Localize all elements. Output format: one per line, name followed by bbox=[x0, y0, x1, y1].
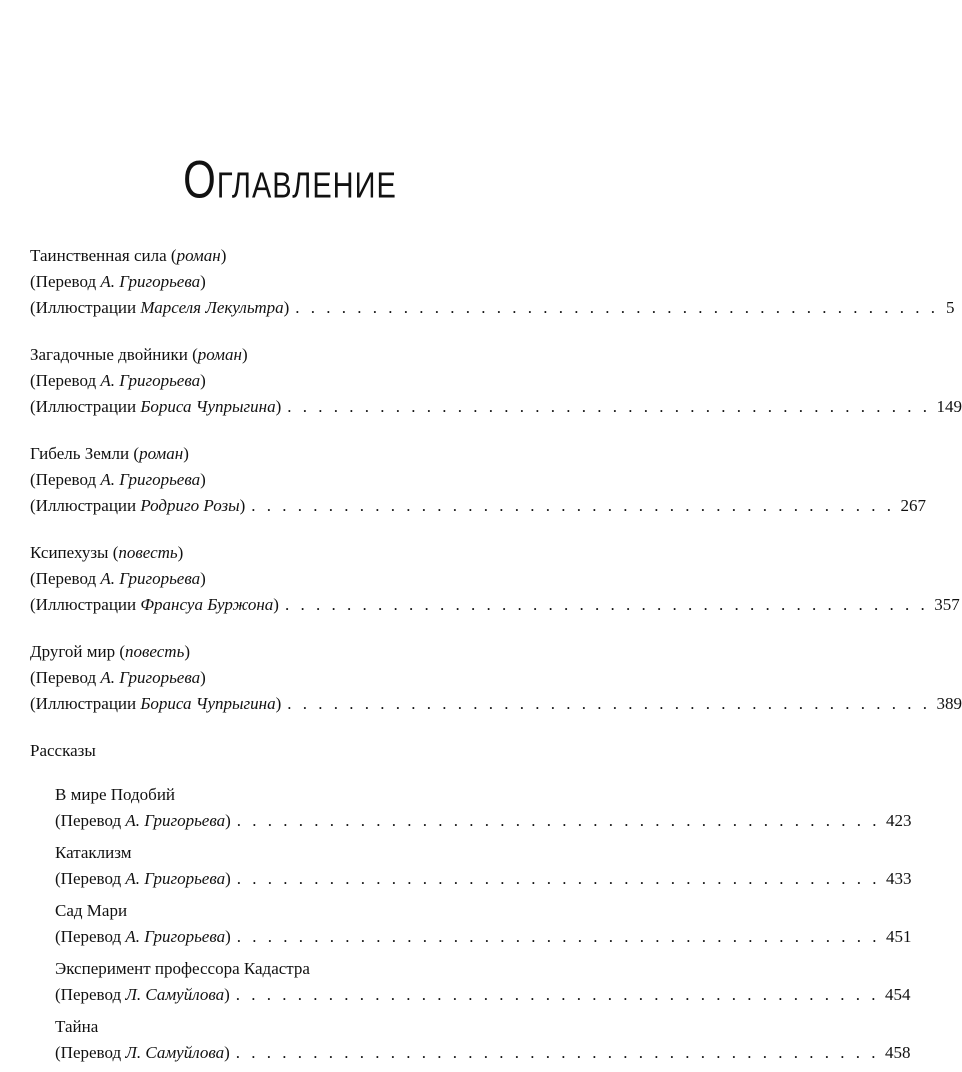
translator-name: А. Григорьева bbox=[100, 668, 201, 687]
story-entries bbox=[30, 782, 912, 1066]
entry-title: Другой мир bbox=[30, 642, 116, 661]
dot-leader: . . . . . . . . . . . . . . . . . . . . . . . . . . . . . . . . . . . . . . . . . . bbox=[251, 496, 895, 515]
dot-leader: . . . . . . . . . . . . . . . . . . . . . . . . . . . . . . . . . . . . . . . . . . bbox=[235, 1043, 880, 1062]
entry-page-line[interactable] bbox=[30, 394, 962, 420]
story-page-line[interactable] bbox=[55, 924, 912, 950]
story-page-line[interactable] bbox=[55, 982, 911, 1008]
page-number: 389 bbox=[936, 694, 962, 713]
story-title: Сад Мари bbox=[55, 901, 128, 920]
toc-entry[interactable] bbox=[30, 540, 960, 618]
page-number: 433 bbox=[886, 869, 912, 888]
page-number: 458 bbox=[885, 1043, 911, 1062]
illustrator-name: Марселя Лекультра bbox=[140, 298, 284, 317]
toc-entry[interactable] bbox=[30, 243, 955, 321]
dot-leader: . . . . . . . . . . . . . . . . . . . . . . . . . . . . . . . . . . . . . . . . . . bbox=[236, 811, 881, 830]
entry-translator-line: (Перевод А. Григорьева) bbox=[30, 668, 206, 687]
entry-credit: (Иллюстрации Франсуа Буржона) bbox=[30, 595, 279, 614]
table-of-contents bbox=[30, 243, 962, 1072]
entry-credit: (Иллюстрации Бориса Чупрыгина) bbox=[30, 694, 282, 713]
story-title: В мире Подобий bbox=[55, 785, 176, 804]
story-entry[interactable] bbox=[30, 840, 912, 892]
translator-name: А. Григорьева bbox=[125, 811, 226, 830]
story-entry[interactable] bbox=[30, 782, 912, 834]
page-title: Оглавление bbox=[183, 150, 397, 209]
story-entry[interactable] bbox=[30, 1014, 911, 1066]
page-number: 357 bbox=[934, 595, 960, 614]
translator-name: А. Григорьева bbox=[100, 371, 201, 390]
dot-leader: . . . . . . . . . . . . . . . . . . . . . . . . . . . . . . . . . . . . . . . . . . bbox=[287, 397, 931, 416]
dot-leader: . . . . . . . . . . . . . . . . . . . . . . . . . . . . . . . . . . . . . . . . . . bbox=[236, 927, 881, 946]
toc-entry[interactable] bbox=[30, 441, 927, 519]
illustrator-name: Бориса Чупрыгина bbox=[140, 694, 276, 713]
story-entry[interactable] bbox=[30, 898, 912, 950]
entry-translator-line: (Перевод А. Григорьева) bbox=[30, 371, 206, 390]
dot-leader: . . . . . . . . . . . . . . . . . . . . . . . . . . . . . . . . . . . . . . . . . . bbox=[287, 694, 931, 713]
entry-credit: (Перевод А. Григорьева) bbox=[55, 811, 231, 830]
entry-page-line[interactable] bbox=[30, 493, 927, 519]
page-number: 5 bbox=[946, 298, 955, 317]
dot-leader: . . . . . . . . . . . . . . . . . . . . . . . . . . . . . . . . . . . . . . . . . . bbox=[235, 985, 880, 1004]
translator-name: А. Григорьева bbox=[100, 569, 201, 588]
story-page-line[interactable] bbox=[55, 1040, 911, 1066]
entry-translator-line: (Перевод А. Григорьева) bbox=[30, 470, 206, 489]
entry-page-line[interactable] bbox=[30, 691, 962, 717]
illustrator-name: Франсуа Буржона bbox=[140, 595, 274, 614]
entry-title: Таинственная сила bbox=[30, 246, 167, 265]
entry-title-line: Гибель Земли (роман) bbox=[30, 444, 189, 463]
entry-credit: (Перевод А. Григорьева) bbox=[55, 927, 231, 946]
entry-credit: (Перевод А. Григорьева) bbox=[55, 869, 231, 888]
translator-name: А. Григорьева bbox=[100, 272, 201, 291]
entry-title: Загадочные двойники bbox=[30, 345, 188, 364]
section-heading-stories: Рассказы bbox=[30, 741, 96, 760]
page-number: 149 bbox=[936, 397, 962, 416]
entry-page-line[interactable] bbox=[30, 592, 960, 618]
story-title: Тайна bbox=[55, 1017, 99, 1036]
entry-title-line: Таинственная сила (роман) bbox=[30, 246, 227, 265]
entry-genre: повесть bbox=[118, 543, 178, 562]
story-title: Эксперимент профессора Кадастра bbox=[55, 959, 310, 978]
dot-leader: . . . . . . . . . . . . . . . . . . . . . . . . . . . . . . . . . . . . . . . . . . bbox=[236, 869, 881, 888]
page-number: 451 bbox=[886, 927, 912, 946]
toc-entry[interactable] bbox=[30, 342, 962, 420]
entry-title-line: Другой мир (повесть) bbox=[30, 642, 190, 661]
translator-name: Л. Самуйлова bbox=[125, 1043, 225, 1062]
main-entries bbox=[30, 243, 962, 717]
entry-genre: роман bbox=[197, 345, 242, 364]
story-title: Катаклизм bbox=[55, 843, 132, 862]
page-number: 423 bbox=[886, 811, 912, 830]
entry-credit: (Перевод Л. Самуйлова) bbox=[55, 985, 230, 1004]
entry-genre: роман bbox=[139, 444, 184, 463]
story-page-line[interactable] bbox=[55, 808, 912, 834]
entry-credit: (Иллюстрации Марселя Лекультра) bbox=[30, 298, 290, 317]
entry-title-line: Загадочные двойники (роман) bbox=[30, 345, 248, 364]
illustrator-name: Бориса Чупрыгина bbox=[140, 397, 276, 416]
dot-leader: . . . . . . . . . . . . . . . . . . . . . . . . . . . . . . . . . . . . . . . . . . bbox=[284, 595, 929, 614]
translator-name: А. Григорьева bbox=[125, 869, 226, 888]
translator-name: Л. Самуйлова bbox=[125, 985, 225, 1004]
entry-credit: (Иллюстрации Родриго Розы) bbox=[30, 496, 246, 515]
entry-title-line: Ксипехузы (повесть) bbox=[30, 543, 184, 562]
illustrator-name: Родриго Розы bbox=[140, 496, 240, 515]
dot-leader: . . . . . . . . . . . . . . . . . . . . . . . . . . . . . . . . . . . . . . . . . . bbox=[295, 298, 939, 317]
story-page-line[interactable] bbox=[55, 866, 912, 892]
translator-name: А. Григорьева bbox=[125, 927, 226, 946]
entry-credit: (Перевод Л. Самуйлова) bbox=[55, 1043, 230, 1062]
entry-genre: повесть bbox=[125, 642, 185, 661]
translator-name: А. Григорьева bbox=[100, 470, 201, 489]
page-number: 454 bbox=[885, 985, 911, 1004]
entry-translator-line: (Перевод А. Григорьева) bbox=[30, 569, 206, 588]
entry-page-line[interactable] bbox=[30, 295, 955, 321]
page-number: 267 bbox=[900, 496, 927, 515]
story-entry[interactable] bbox=[30, 956, 911, 1008]
toc-entry[interactable] bbox=[30, 639, 962, 717]
entry-title: Гибель Земли bbox=[30, 444, 130, 463]
entry-translator-line: (Перевод А. Григорьева) bbox=[30, 272, 206, 291]
entry-title: Ксипехузы bbox=[30, 543, 109, 562]
entry-genre: роман bbox=[176, 246, 221, 265]
entry-credit: (Иллюстрации Бориса Чупрыгина) bbox=[30, 397, 282, 416]
